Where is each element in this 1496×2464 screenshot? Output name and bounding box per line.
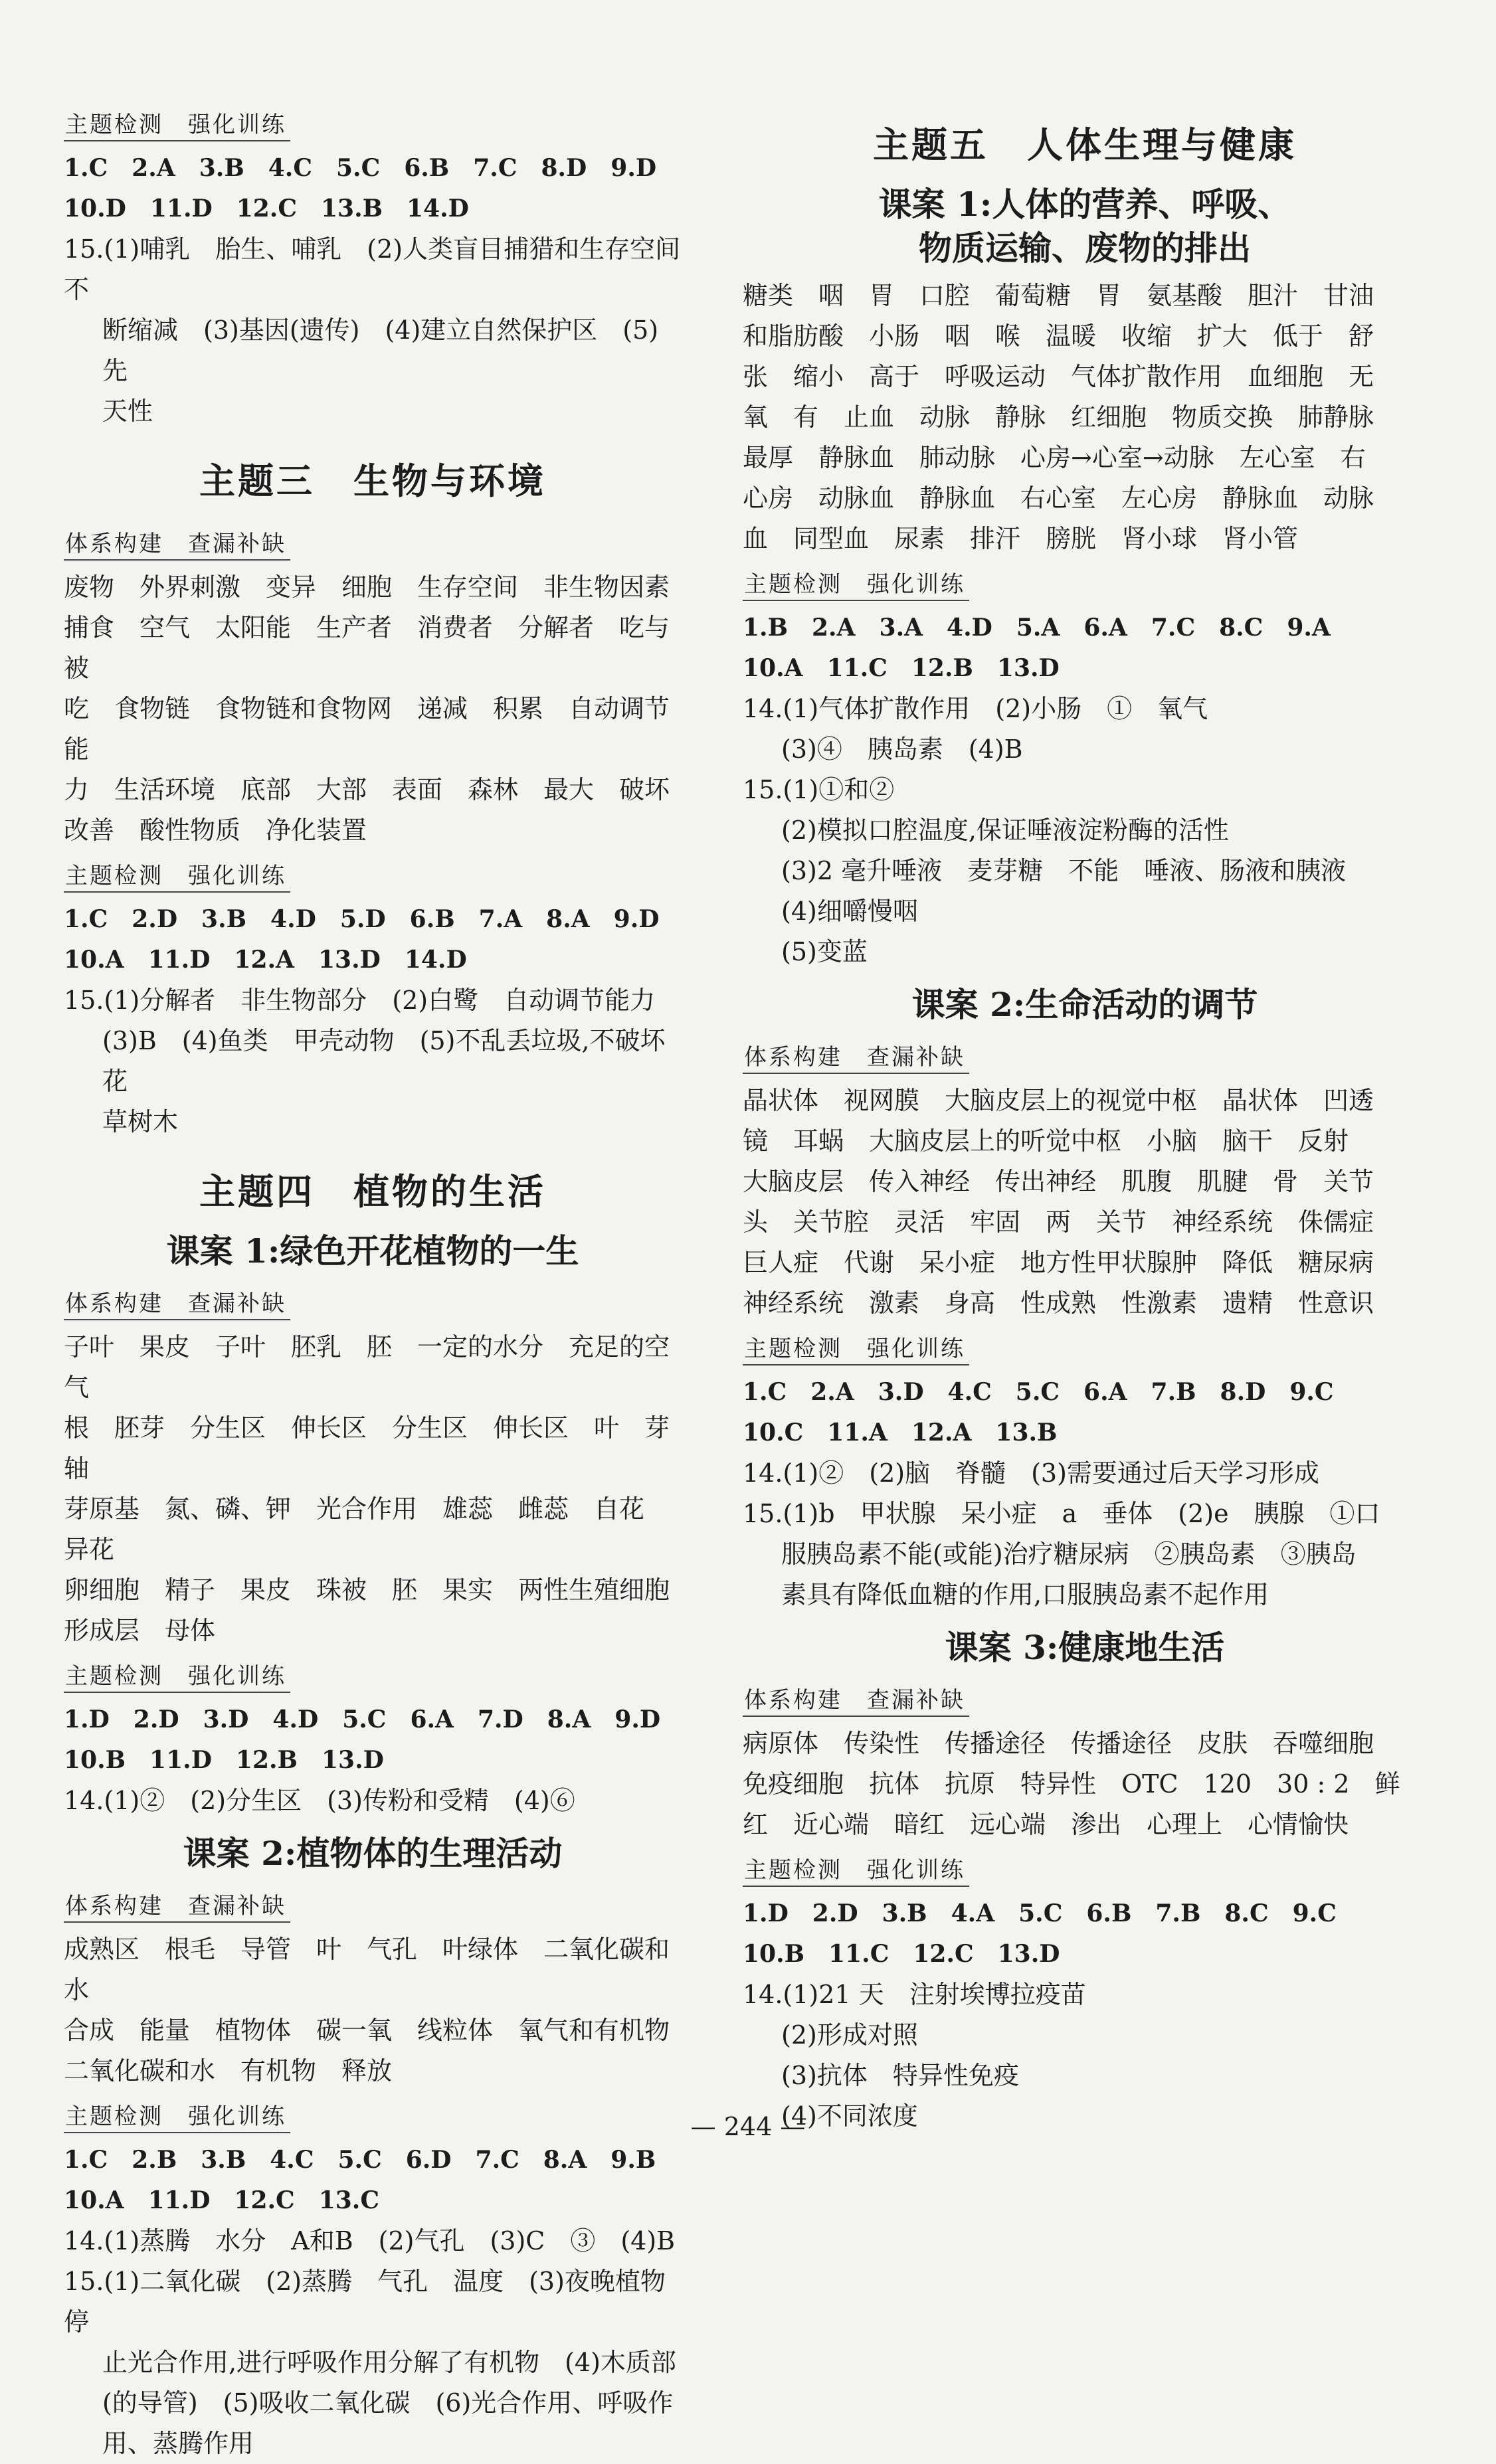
answer-text: 捕食 空气 太阳能 生产者 消费者 分解者 吃与被 <box>64 613 670 683</box>
theme-title: 主题五 人体生理与健康 <box>873 124 1297 166</box>
answer-text: 14.(1)气体扩散作用 (2)小肠 ① 氧气 <box>743 694 1208 723</box>
lesson-title-line: 物质运输、废物的排出 <box>919 228 1251 268</box>
section-label: 主题检测 强化训练 <box>64 1658 290 1693</box>
section-label: 体系构建 查漏补缺 <box>743 1682 969 1717</box>
answer-text: (4)不同浓度 <box>781 2101 918 2131</box>
answer-text: 巨人症 代谢 呆小症 地方性甲状腺肿 降低 糖尿病 <box>743 1248 1374 1277</box>
lesson-title <box>743 183 1427 270</box>
answer-text: 根 胚芽 分生区 伸长区 分生区 伸长区 叶 芽轴 <box>64 1413 670 1483</box>
answer-line: 10.A 11.D 12.A 13.D 14.D <box>64 946 467 974</box>
left-column <box>64 100 682 2464</box>
answer-text: 止光合作用,进行呼吸作用分解了有机物 (4)木质部 <box>102 2348 676 2377</box>
answer-text: 素具有降低血糖的作用,口服胰岛素不起作用 <box>781 1580 1269 1609</box>
answer-text: (3)④ 胰岛素 (4)B <box>781 735 1023 764</box>
answer-text: 和脂肪酸 小肠 咽 喉 温暖 收缩 扩大 低于 舒 <box>743 321 1374 351</box>
answer-line: 10.A 11.C 12.B 13.D <box>743 654 1060 682</box>
section-label: 主题检测 强化训练 <box>743 566 969 601</box>
answer-text: 合成 能量 植物体 碳一氧 线粒体 氧气和有机物 <box>64 2016 670 2045</box>
answer-text: 头 关节腔 灵活 牢固 两 关节 神经系统 侏儒症 <box>743 1207 1374 1237</box>
answer-line: 1.B 2.A 3.A 4.D 5.A 6.A 7.C 8.C 9.A <box>743 614 1331 642</box>
lesson-title: 课案 1:绿色开花植物的一生 <box>166 1231 579 1271</box>
answer-line: 10.B 11.D 12.B 13.D <box>64 1746 384 1774</box>
answer-text: 15.(1)二氧化碳 (2)蒸腾 气孔 温度 (3)夜晚植物停 <box>64 2267 666 2336</box>
answer-text: 红 近心端 暗红 远心端 渗出 心理上 心情愉快 <box>743 1810 1349 1839</box>
lesson-title-line: 课案 1:人体的营养、呼吸、 <box>878 185 1291 224</box>
answer-text: 形成层 母体 <box>64 1616 216 1645</box>
answer-text: (的导管) (5)吸收二氧化碳 (6)光合作用、呼吸作 <box>102 2388 674 2418</box>
theme-title: 主题四 植物的生活 <box>199 1170 546 1213</box>
answer-line: 10.A 11.D 12.C 13.C <box>64 2186 379 2214</box>
answer-text: 心房 动脉血 静脉血 右心室 左心房 静脉血 动脉 <box>743 484 1374 513</box>
answer-text: 天性 <box>102 396 153 426</box>
answer-text: (5)变蓝 <box>781 937 868 966</box>
section-label: 体系构建 查漏补缺 <box>64 525 290 561</box>
answer-text: 神经系统 激素 身高 性成熟 性激素 遗精 性意识 <box>743 1288 1374 1318</box>
answer-text: 断缩减 (3)基因(遗传) (4)建立自然保护区 (5)先 <box>102 315 659 385</box>
answer-line: 1.C 2.B 3.B 4.C 5.C 6.D 7.C 8.A 9.B <box>64 2146 656 2174</box>
section-label: 主题检测 强化训练 <box>64 857 290 893</box>
answer-text: (2)形成对照 <box>781 2020 918 2050</box>
answer-text: 服胰岛素不能(或能)治疗糖尿病 ②胰岛素 ③胰岛 <box>781 1540 1356 1569</box>
answer-text: 张 缩小 高于 呼吸运动 气体扩散作用 血细胞 无 <box>743 362 1374 391</box>
answer-text: 子叶 果皮 子叶 胚乳 胚 一定的水分 充足的空气 <box>64 1332 670 1402</box>
theme-title: 主题三 生物与环境 <box>199 460 546 502</box>
answer-text: 卵细胞 精子 果皮 珠被 胚 果实 两性生殖细胞 <box>64 1575 670 1605</box>
answer-text: 免疫细胞 抗体 抗原 特异性 OTC 120 30 : 2 鲜 <box>743 1769 1400 1799</box>
lesson-title: 课案 2:生命活动的调节 <box>911 985 1258 1024</box>
answer-line: 10.B 11.C 12.C 13.D <box>743 1940 1060 1968</box>
answer-text: (3)2 毫升唾液 麦芽糖 不能 唾液、肠液和胰液 <box>781 856 1347 885</box>
answer-line: 1.C 2.A 3.D 4.C 5.C 6.A 7.B 8.D 9.C <box>743 1378 1334 1406</box>
answer-text: 晶状体 视网膜 大脑皮层上的视觉中枢 晶状体 凹透 <box>743 1086 1374 1115</box>
section-label: 体系构建 查漏补缺 <box>64 1285 290 1320</box>
answer-text: 力 生活环境 底部 大部 表面 森林 最大 破坏 <box>64 775 670 804</box>
answer-text: 芽原基 氮、磷、钾 光合作用 雄蕊 雌蕊 自花 异花 <box>64 1494 670 1564</box>
answer-text: 15.(1)b 甲状腺 呆小症 a 垂体 (2)e 胰腺 ①口 <box>743 1499 1380 1528</box>
answer-text: 14.(1)21 天 注射埃博拉疫苗 <box>743 1980 1086 2009</box>
answer-text: 大脑皮层 传入神经 传出神经 肌腹 肌腱 骨 关节 <box>743 1167 1374 1196</box>
section-label: 体系构建 查漏补缺 <box>743 1039 969 1074</box>
answer-text: 血 同型血 尿素 排汗 膀胱 肾小球 肾小管 <box>743 524 1299 553</box>
section-label: 体系构建 查漏补缺 <box>64 1888 290 1923</box>
answer-text: 15.(1)分解者 非生物部分 (2)白鹭 自动调节能力 <box>64 986 656 1015</box>
answer-text: (4)细嚼慢咽 <box>781 897 918 926</box>
answer-text: 草树木 <box>102 1107 179 1136</box>
answer-text: 14.(1)② (2)脑 脊髓 (3)需要通过后天学习形成 <box>743 1458 1319 1488</box>
lesson-title: 课案 2:植物体的生理活动 <box>183 1834 563 1873</box>
answer-text: 氧 有 止血 动脉 静脉 红细胞 物质交换 肺静脉 <box>743 402 1374 432</box>
answer-text: 14.(1)蒸腾 水分 A和B (2)气孔 (3)C ③ (4)B <box>64 2226 676 2255</box>
answer-text: (3)抗体 特异性免疫 <box>781 2061 1019 2090</box>
answer-text: 成熟区 根毛 导管 叶 气孔 叶绿体 二氧化碳和水 <box>64 1935 670 2004</box>
answer-text: 14.(1)② (2)分生区 (3)传粉和受精 (4)⑥ <box>64 1786 575 1815</box>
answer-text: 二氧化碳和水 有机物 释放 <box>64 2056 393 2085</box>
answer-text: 镜 耳蜗 大脑皮层上的听觉中枢 小脑 脑干 反射 <box>743 1126 1349 1156</box>
section-label: 主题检测 强化训练 <box>64 2098 290 2133</box>
answer-text: 吃 食物链 食物链和食物网 递减 积累 自动调节能 <box>64 694 670 764</box>
answer-text: 用、蒸腾作用 <box>102 2429 254 2458</box>
answer-line: 1.D 2.D 3.D 4.D 5.C 6.A 7.D 8.A 9.D <box>64 1706 661 1733</box>
answer-line: 1.C 2.A 3.B 4.C 5.C 6.B 7.C 8.D 9.D <box>64 154 657 182</box>
lesson-title: 课案 3:健康地生活 <box>945 1628 1225 1667</box>
answer-text: 15.(1)①和② <box>743 775 895 804</box>
right-column <box>743 100 1427 2137</box>
section-label: 主题检测 强化训练 <box>743 1852 969 1887</box>
answer-text: 糖类 咽 胃 口腔 葡萄糖 胃 氨基酸 胆汁 甘油 <box>743 281 1374 310</box>
page-number: — 244 — <box>690 2112 806 2141</box>
answer-text: 废物 外界刺激 变异 细胞 生存空间 非生物因素 <box>64 572 670 602</box>
answer-text: (3)B (4)鱼类 甲壳动物 (5)不乱丢垃圾,不破坏花 <box>102 1026 666 1096</box>
answer-text: (2)模拟口腔温度,保证唾液淀粉酶的活性 <box>781 816 1229 845</box>
answer-text: 改善 酸性物质 净化装置 <box>64 816 367 845</box>
section-label: 主题检测 强化训练 <box>64 106 290 141</box>
section-label: 主题检测 强化训练 <box>743 1330 969 1365</box>
answer-text: 病原体 传染性 传播途径 传播途径 皮肤 吞噬细胞 <box>743 1729 1374 1758</box>
answer-line: 1.D 2.D 3.B 4.A 5.C 6.B 7.B 8.C 9.C <box>743 1899 1337 1927</box>
answer-text: 最厚 静脉血 肺动脉 心房→心室→动脉 左心室 右 <box>743 443 1366 472</box>
answer-text: 15.(1)哺乳 胎生、哺乳 (2)人类盲目捕猎和生存空间不 <box>64 234 681 304</box>
answer-line: 1.C 2.D 3.B 4.D 5.D 6.B 7.A 8.A 9.D <box>64 905 660 933</box>
answer-line: 10.D 11.D 12.C 13.B 14.D <box>64 195 469 222</box>
answer-line: 10.C 11.A 12.A 13.B <box>743 1419 1058 1447</box>
